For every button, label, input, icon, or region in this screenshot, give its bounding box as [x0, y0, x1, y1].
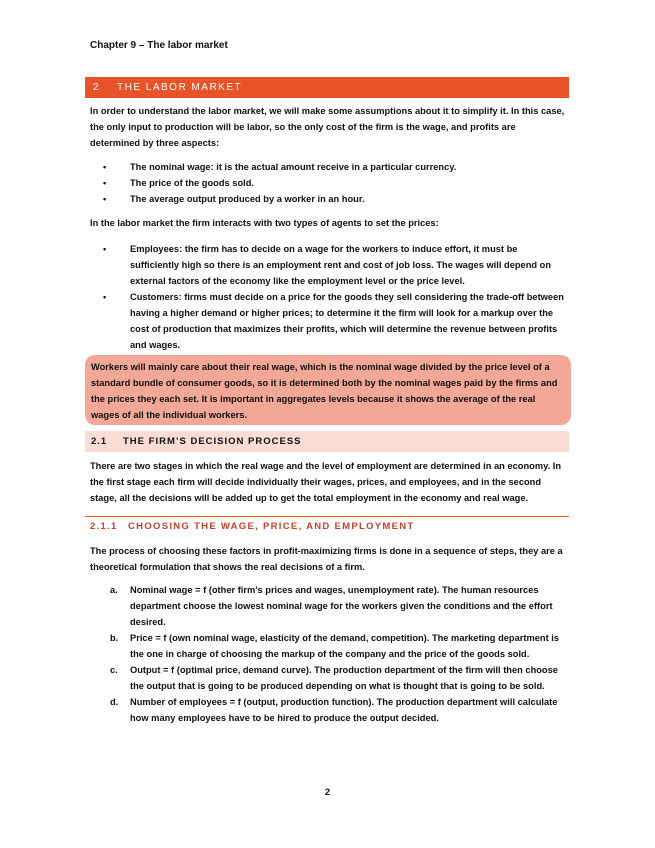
list-item-text: Nominal wage = f (other firm’s prices and wages, unemployment rate). The human resources department choose the lowest nominal wage for the workers given the conditions and the effort desired. — [130, 585, 553, 627]
section-intro: In order to understand the labor market, we will make some assumptions about it to simplify it. In this case, the only input to production will be labor, so the only cost of the firm is the wage, and profits are determined by three aspects: — [90, 106, 565, 148]
list-item: • Customers: firms must decide on a price for the goods they sell considering the trade-off between having a higher demand or higher prices; to determine it the firm will look for a markup over the cost of production that maximizes their profits, which will determine the revenue between profits and wages. — [90, 289, 566, 353]
subsubsection-number: 2.1.1 — [90, 521, 118, 532]
running-header: Chapter 9 – The labor market — [90, 40, 228, 51]
callout-box: Workers will mainly care about their real wage, which is the nominal wage divided by the price level of a standard bundle of consumer goods, so it is determined both by the nominal wages paid by the firms and the prices they each set. It is important in aggregates levels because it shows the average of the real wages of all the individual workers. — [85, 355, 571, 425]
agents-list — [90, 241, 566, 353]
list-marker: d. — [110, 697, 119, 707]
list-marker: c. — [110, 665, 118, 675]
list-marker: b. — [110, 633, 119, 643]
list-item-text: Output = f (optimal price, demand curve). The production department of the firm will then choose the output that is going to be produced depending on what is thought that is going to be sold. — [130, 665, 558, 691]
subsection-body: There are two stages in which the real wage and the level of employment are determined in an economy. In the first stage each firm will decide individually their wages, prices, and employees, and in the second stage, all the decisions will be added up to get the total employment in the economy and real wage. — [90, 461, 561, 503]
subsubsection-body: The process of choosing these factors in profit-maximizing firms is done in a sequence of steps, they are a theoretical formulation that shows the real decisions of a firm. — [90, 546, 563, 572]
subsection-heading — [85, 431, 569, 452]
list-item: • The average output produced by a worker in an hour. — [90, 191, 566, 207]
subsubsection-heading — [90, 521, 566, 532]
section-title: THE LABOR MARKET — [117, 82, 243, 93]
list-item — [90, 630, 566, 662]
subsection-title: THE FIRM’S DECISION PROCESS — [123, 436, 302, 447]
list-item: • Employees: the firm has to decide on a wage for the workers to induce effort, it must be sufficiently high so there is an employment rent and cost of job loss. The wages will depend on external factors of the economy like the employment level or the price level. — [90, 241, 566, 289]
section-number: 2 — [93, 82, 101, 93]
list-item-text: Number of employees = f (output, production function). The production department will calculate how many employees have to be hired to produce the output decided. — [130, 697, 558, 723]
list-item — [90, 582, 566, 630]
aspects-list — [90, 159, 566, 207]
steps-list — [90, 582, 566, 726]
page-number: 2 — [324, 787, 331, 798]
subsection-number: 2.1 — [91, 436, 108, 447]
list-item — [90, 694, 566, 726]
divider — [85, 516, 569, 517]
list-item: • The price of the goods sold. — [90, 175, 566, 191]
list-item: • The nominal wage: it is the actual amount receive in a particular currency. — [90, 159, 566, 175]
subsubsection-title: CHOOSING THE WAGE, PRICE, AND EMPLOYMENT — [128, 521, 415, 532]
list-item-text: Price = f (own nominal wage, elasticity of the demand, competition). The marketing department is the one in charge of choosing the markup of the company and the price of the goods sold. — [130, 633, 560, 659]
agents-intro: In the labor market the firm interacts with two types of agents to set the prices: — [90, 218, 439, 228]
list-item — [90, 662, 566, 694]
section-heading — [85, 77, 569, 98]
list-marker: a. — [110, 585, 118, 595]
